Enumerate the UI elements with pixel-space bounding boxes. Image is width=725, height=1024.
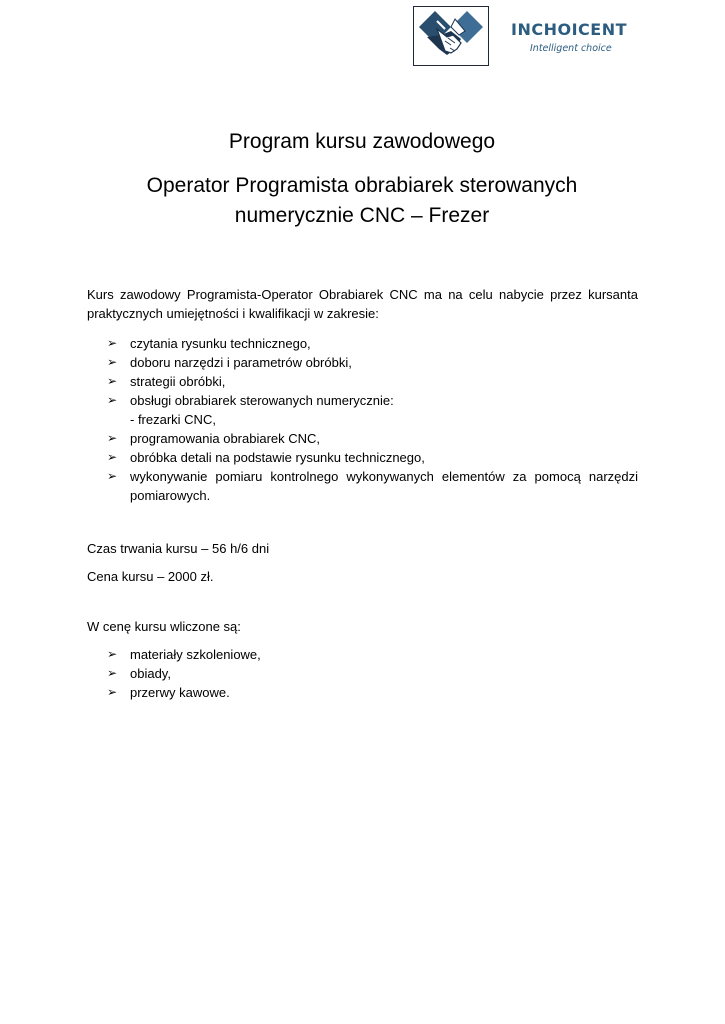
arrow-bullet-icon: ➢ — [107, 393, 118, 407]
skill-text: obsługi obrabiarek sterowanych numerycznie: — [130, 393, 394, 408]
arrow-bullet-icon: ➢ — [107, 450, 118, 464]
course-price: Cena kursu – 2000 zł. — [87, 569, 214, 584]
arrow-bullet-icon: ➢ — [107, 374, 118, 388]
arrow-bullet-icon: ➢ — [107, 685, 118, 699]
skill-text: czytania rysunku technicznego, — [130, 336, 311, 351]
list-item — [87, 467, 638, 505]
logo-frame — [413, 6, 489, 66]
brand-name: INCHOICENT — [511, 20, 628, 39]
arrow-bullet-icon: ➢ — [107, 336, 118, 350]
title-line-1: Program kursu zawodowego — [228, 130, 496, 153]
included-list — [87, 645, 638, 702]
included-text: obiady, — [130, 666, 171, 681]
list-item — [87, 448, 638, 467]
skill-subitem: - frezarki CNC, — [130, 412, 216, 427]
list-item — [87, 429, 638, 448]
course-duration: Czas trwania kursu – 56 h/6 dni — [87, 541, 270, 556]
included-heading: W cenę kursu wliczone są: — [87, 619, 241, 634]
arrow-bullet-icon: ➢ — [107, 469, 118, 483]
list-item — [87, 664, 638, 683]
skill-text: strategii obróbki, — [130, 374, 226, 389]
intro-paragraph: Kurs zawodowy Programista-Operator Obrabiarek CNC ma na celu nabycie przez kursanta praktycznych umiejętności i kwalifikacji w zakresie: — [87, 287, 638, 321]
skill-text: doboru narzędzi i parametrów obróbki, — [130, 355, 352, 370]
list-item — [87, 645, 638, 664]
arrow-bullet-icon: ➢ — [107, 647, 118, 661]
brand-tagline: Intelligent choice — [530, 43, 612, 54]
arrow-bullet-icon: ➢ — [107, 431, 118, 445]
skill-text: programowania obrabiarek CNC, — [130, 431, 321, 446]
skills-list — [87, 334, 638, 505]
document-body — [87, 285, 638, 702]
list-item — [87, 683, 638, 702]
document-title — [86, 127, 638, 231]
handshake-icon — [417, 9, 485, 63]
arrow-bullet-icon: ➢ — [107, 666, 118, 680]
included-text: przerwy kawowe. — [130, 685, 230, 700]
skill-text: wykonywanie pomiaru kontrolnego wykonywanych elementów za pomocą narzędzi pomiarowych. — [130, 469, 638, 503]
list-item — [87, 353, 638, 372]
arrow-bullet-icon: ➢ — [107, 355, 118, 369]
list-item — [87, 334, 638, 353]
skill-text: obróbka detali na podstawie rysunku technicznego, — [130, 450, 425, 465]
company-logo — [413, 6, 635, 70]
included-text: materiały szkoleniowe, — [130, 647, 261, 662]
list-item — [87, 391, 638, 429]
list-item — [87, 372, 638, 391]
title-line-2: Operator Programista obrabiarek sterowanych numerycznie CNC – Frezer — [146, 174, 578, 227]
